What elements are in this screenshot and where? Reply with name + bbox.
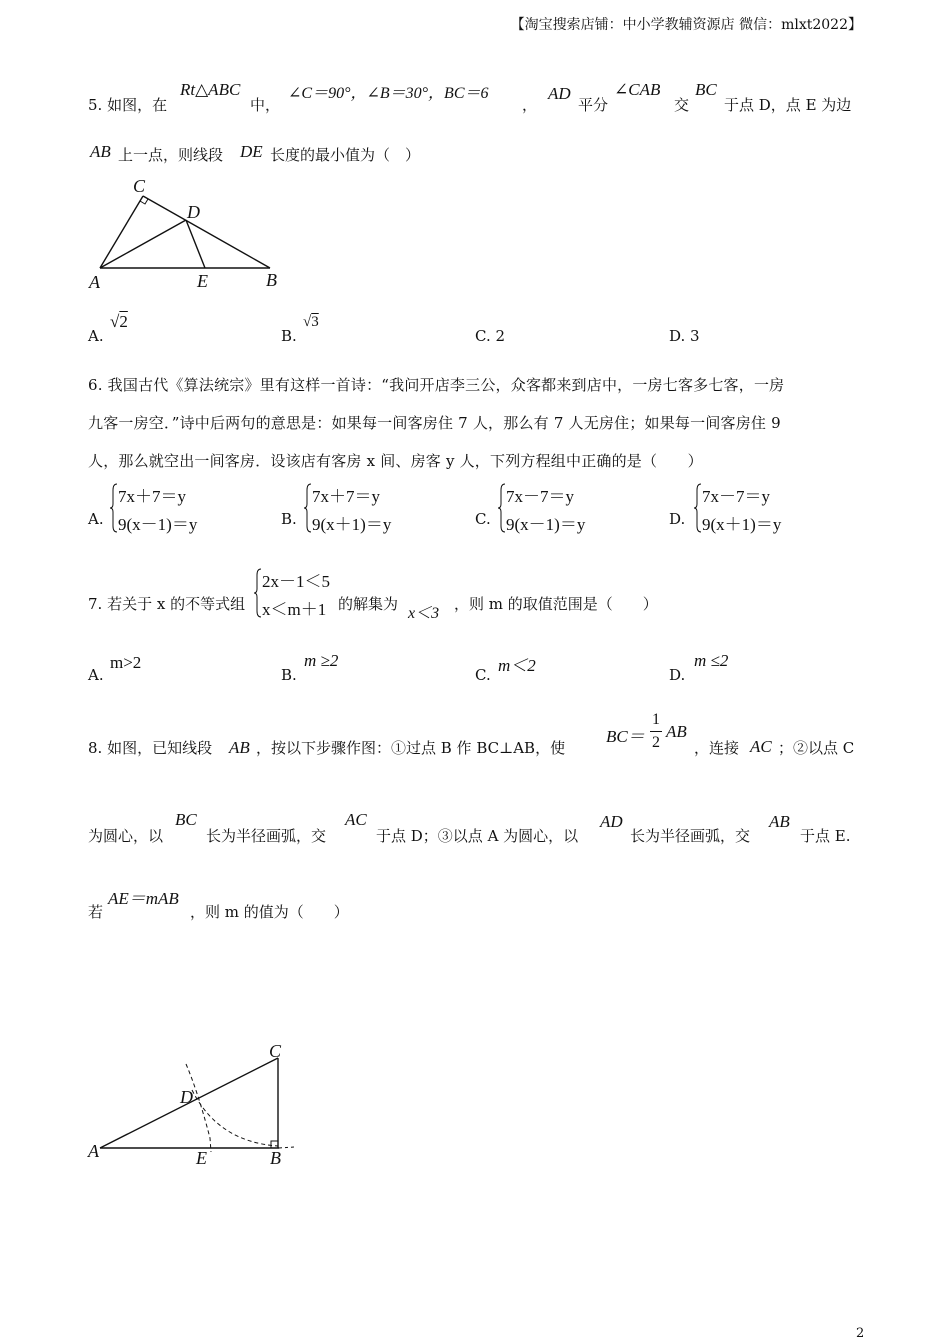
q8-label-d: D [180,1087,193,1107]
q5-line2-de: DE [240,142,263,161]
q6-option-d-letter: D. [669,510,686,528]
q8-text-4: ；②以点 C [778,739,855,757]
q8-line2-ad: AD [600,812,623,831]
q8-right-angle-mark [271,1141,278,1148]
q8-text-3: ，连接 [694,739,740,757]
q5-option-a-radical: √2 [110,312,128,331]
q5-option-b-radicand: 3 [311,314,319,330]
q5-line2-ab: AB [90,142,111,161]
q5-label-b: B [266,270,277,290]
q5-label-e: E [197,271,208,291]
q6-option-c-eq1: 7x－7＝y [506,487,574,506]
page-number: 2 [856,1326,865,1341]
q5-conditions: ∠C＝90°，∠B＝30°，BC＝6 [288,85,489,102]
q8-label-e: E [196,1148,207,1168]
q8-fraction-bar [650,731,662,732]
q5-line2-end: 长度的最小值为（ ） [270,146,421,164]
q5-segment-de [186,220,205,268]
q5-side-cb [143,196,270,268]
q8-ab: AB [229,738,250,757]
q7-text-1: 7. 若关于 x 的不等式组 [88,595,246,613]
q7-option-d-value: m ≤2 [694,651,729,670]
q5-option-c [475,327,505,345]
q7-option-c-letter: C. [475,666,491,684]
q7-option-d-letter: D. [669,666,686,684]
q6-option-d-eq1: 7x－7＝y [702,487,770,506]
page-header: 【淘宝搜索店铺：中小学教辅资源店 微信：mlxt2022】 [510,17,862,33]
q5-label-c: C [133,176,146,196]
q5-triangle: Rt△ABC [180,80,241,99]
q8-label-c: C [269,1041,282,1061]
q8-line2-bc: BC [175,810,197,829]
q5-ad: AD [548,84,571,103]
q8-ac: AC [750,737,772,756]
q5-segment-ad [100,220,186,268]
q5-text-2: 中， [250,96,281,114]
q8-line2-b: 长为半径画弧，交 [206,827,327,845]
q5-line2-text: 上一点，则线段 [118,146,224,164]
q8-line2-d: 长为半径画弧，交 [630,827,751,845]
q6-option-c-eq2: 9(x－1)＝y [506,515,586,534]
q5-text-1: 5. 如图，在 [88,96,168,114]
q8-line3-b: ，则 m 的值为（ ） [190,903,349,921]
q7-option-a-letter: A. [88,666,104,684]
q8-line2-ab: AB [769,812,790,831]
q5-option-d-letter: D. [669,327,686,345]
q5-option-a-radicand: 2 [119,312,128,331]
q8-line2-e: 于点 E. [800,827,851,845]
q8-text-2: ，按以下步骤作图：①过点 B 作 BC⊥AB，使 [256,739,566,757]
q7-solution: x＜3 [408,605,440,622]
q5-option-c-letter: C. [475,327,491,345]
q8-line2-a: 为圆心，以 [88,827,164,845]
q6-line-3: 人，那么就空出一间客房．设该店有客房 x 间、房客 y 人，下列方程组中正确的是（ ） [88,452,703,470]
q7-inequality-1: 2x－1＜5 [262,572,330,591]
q6-option-c-letter: C. [475,510,491,528]
q8-arc-center-a [186,1064,211,1152]
q6-option-b-eq1: 7x＋7＝y [312,487,380,506]
q5-angle-cab: ∠CAB [614,80,661,99]
q5-text-3: 平分 [578,96,609,114]
q5-side-ac [100,196,143,268]
q5-bc: BC [695,80,717,99]
q5-text-5: 于点 D，点 E 为边 [724,96,852,114]
q5-option-d-value: 3 [690,327,700,345]
q7-text-3: ，则 m 的取值范围是（ ） [454,595,658,613]
q5-text-4: 交 [674,96,690,114]
q8-line2-ac: AC [345,810,367,829]
q5-comma: ， [522,96,538,114]
q8-text-1: 8. 如图，已知线段 [88,739,213,757]
q7-option-b-value: m ≥2 [304,651,339,670]
q8-fraction-ab: AB [666,722,687,741]
q5-option-b-radical: √3 [303,314,319,330]
q6-line-1: 6. 我国古代《算法统宗》里有这样一首诗：“我问开店李三公，众客都来到店中，一房七客多七客，一房 [88,376,785,394]
q7-option-c-value: m＜2 [498,656,536,675]
q8-label-b: B [270,1148,281,1168]
q8-bc-equals: BC＝ [606,727,645,746]
q5-option-b-letter: B. [281,327,297,345]
q5-option-c-value: 2 [495,327,506,345]
q7-inequality-2: x＜m＋1 [262,600,327,619]
q5-label-a: A [89,272,100,292]
q8-line2-c: 于点 D；③以点 A 为圆心，以 [376,827,579,845]
q8-line3-a: 若 [88,903,104,921]
q5-label-d: D [187,202,200,222]
q6-line-2: 九客一房空．”诗中后两句的意思是：如果每一间客房住 7 人，那么有 7 人无房住；如果每一间客房住 9 [88,414,781,432]
q8-label-a: A [88,1141,99,1161]
q6-option-d-eq2: 9(x＋1)＝y [702,515,782,534]
q6-option-a-eq2: 9(x－1)＝y [118,515,198,534]
q8-fraction-numerator: 1 [652,711,660,728]
q5-option-a-letter: A. [88,327,104,345]
q6-option-a-eq1: 7x＋7＝y [118,487,186,506]
q8-ab-extension [279,1147,294,1148]
q6-option-a-letter: A. [88,510,104,528]
q6-option-b-eq2: 9(x＋1)＝y [312,515,392,534]
q7-option-b-letter: B. [281,666,297,684]
q7-text-2: 的解集为 [338,595,399,613]
q8-line3-equation: AE＝mAB [108,889,179,908]
q6-option-b-letter: B. [281,510,297,528]
q8-fraction-denominator: 2 [652,734,660,751]
q7-option-a-value: m>2 [110,653,142,672]
q5-option-d [669,327,700,345]
